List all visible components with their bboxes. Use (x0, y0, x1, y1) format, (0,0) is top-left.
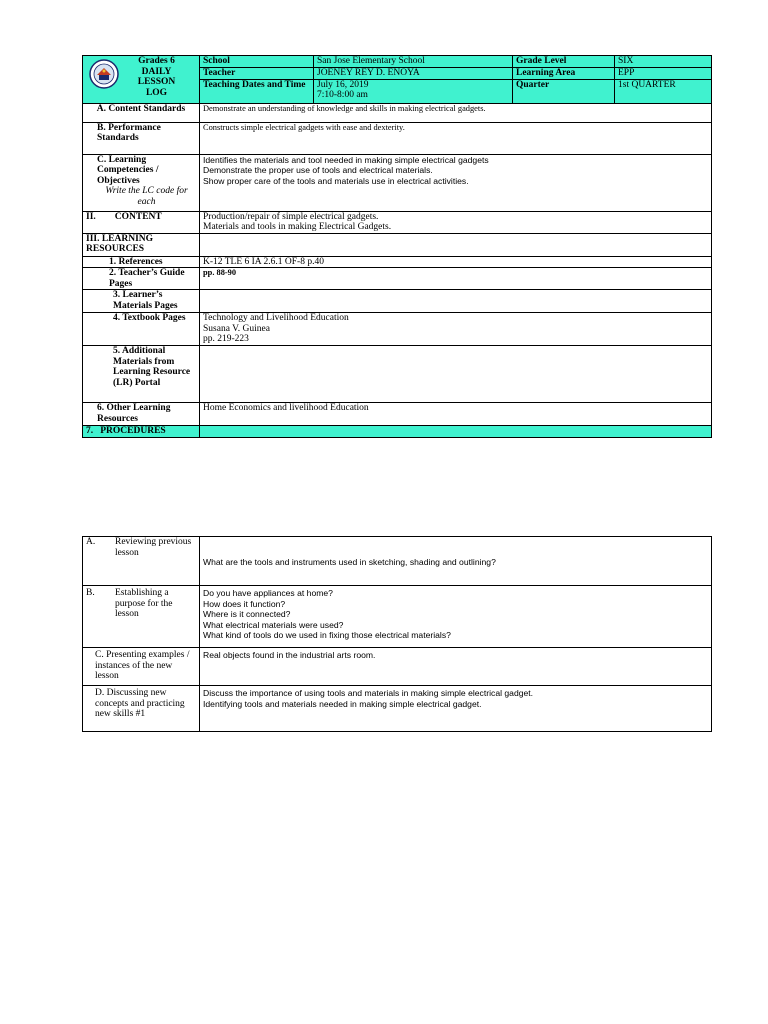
procedure-d-label: D. Discussing new concepts and practicing new skills #1 (83, 686, 200, 732)
procedure-b-label-cell (83, 586, 200, 648)
procedures-table (82, 536, 712, 732)
textbook-values-cell (200, 313, 712, 346)
procedure-b-values-cell (200, 586, 712, 648)
competency-3: Show proper care of the tools and materials use in electrical activities. (203, 175, 469, 186)
procedure-b-value-4: What electrical materials were used? (203, 619, 344, 630)
performance-standards-value: Constructs simple electrical gadgets with ease and dexterity. (200, 122, 712, 154)
additional-materials-value (200, 346, 712, 403)
competency-1: Identifies the materials and tool needed in making simple electrical gadgets (203, 154, 489, 165)
learning-resources-value (200, 233, 712, 256)
learners-materials-label: 3. Learner’s Materials Pages (83, 290, 200, 313)
procedure-c-label: C. Presenting examples / instances of the new lesson (83, 648, 200, 686)
grade-title-line-1: Grades 6 (138, 56, 175, 66)
time-value: 7:10-8:00 am (317, 90, 368, 100)
teachers-guide-value: pp. 88-90 (200, 268, 712, 290)
competencies-values-cell (200, 154, 712, 211)
grade-title-line-3: LESSON (137, 77, 176, 87)
procedure-c-value: Real objects found in the industrial arts room. (200, 648, 712, 686)
learning-area-value: EPP (615, 68, 712, 80)
references-label: 1. References (83, 256, 200, 268)
lesson-log-table (82, 55, 712, 438)
grade-level-value: SIX (615, 56, 712, 68)
quarter-value: 1st QUARTER (615, 79, 712, 103)
competencies-label-cell (83, 154, 200, 211)
competencies-label: C. Learning Competencies / Objectives (97, 154, 159, 186)
learning-resources-label: III. LEARNING RESOURCES (83, 233, 200, 256)
procedure-d-value-1: Discuss the importance of using tools and materials in making simple electrical gadget. (203, 688, 534, 698)
textbook-label: 4. Textbook Pages (83, 313, 200, 346)
competencies-note: Write the LC code for each (105, 186, 188, 207)
grade-title-line-2: DAILY (141, 66, 172, 77)
quarter-label: Quarter (513, 79, 615, 103)
content-value-1: Production/repair of simple electrical gadgets. (203, 211, 379, 222)
content-standards-value: Demonstrate an understanding of knowledge and skills in making electrical gadgets. (200, 103, 712, 122)
teacher-value: JOENEY REY D. ENOYA (314, 68, 513, 80)
procedure-a-letter: A. (86, 537, 96, 547)
content-values-cell (200, 211, 712, 233)
grade-level-label: Grade Level (513, 56, 615, 68)
textbook-value-1: Technology and Livelihood Education (203, 313, 349, 323)
learners-materials-value (200, 290, 712, 313)
dates-value-cell (314, 79, 513, 103)
school-value: San Jose Elementary School (314, 56, 513, 68)
teachers-guide-label: 2. Teacher’s Guide Pages (83, 268, 200, 290)
other-resources-value: Home Economics and livelihood Education (200, 403, 712, 426)
additional-materials-label: 5. Additional Materials from Learning Resource (LR) Portal (83, 346, 200, 403)
school-label: School (200, 56, 314, 68)
learning-area-label: Learning Area (513, 68, 615, 80)
dates-label: Teaching Dates and Time (200, 79, 314, 103)
other-resources-label: 6. Other Learning Resources (83, 403, 200, 426)
procedure-b-letter: B. (86, 588, 95, 598)
dates-value: July 16, 2019 (317, 79, 369, 90)
procedure-b-value-3: Where is it connected? (203, 609, 291, 619)
competency-2: Demonstrate the proper use of tools and electrical materials. (203, 165, 433, 175)
procedure-d-value-2: Identifying tools and materials needed in making simple electrical gadget. (203, 698, 482, 709)
textbook-value-2: Susana V. Guinea (203, 323, 270, 334)
content-standards-label: A. Content Standards (83, 103, 200, 122)
procedure-b-value-1: Do you have appliances at home? (203, 588, 333, 598)
procedure-a-value: What are the tools and instruments used in sketching, shading and outlining? (200, 537, 712, 586)
content-value-2: Materials and tools in making Electrical Gadgets. (203, 222, 392, 232)
deped-seal-icon (89, 59, 119, 89)
textbook-value-3: pp. 219-223 (203, 334, 249, 344)
procedure-d-values-cell (200, 686, 712, 732)
procedures-label: 7. PROCEDURES (83, 426, 200, 438)
grade-title-line-4: LOG (145, 87, 168, 98)
procedure-b-value-5: What kind of tools do we used in fixing those electrical materials? (203, 630, 451, 640)
procedure-a-label-cell (83, 537, 200, 586)
performance-standards-label: B. Performance Standards (83, 122, 200, 154)
procedure-a-label: Reviewing previous lesson (115, 537, 192, 558)
grade-title-cell (83, 56, 200, 104)
procedure-b-value-2: How does it function? (203, 598, 286, 609)
procedures-value (200, 426, 712, 438)
references-value: K-12 TLE 6 IA 2.6.1 OF-8 p.40 (200, 256, 712, 268)
content-label: II. CONTENT (83, 211, 200, 233)
teacher-label: Teacher (200, 68, 314, 80)
procedure-b-label: Establishing a purpose for the lesson (115, 588, 173, 619)
